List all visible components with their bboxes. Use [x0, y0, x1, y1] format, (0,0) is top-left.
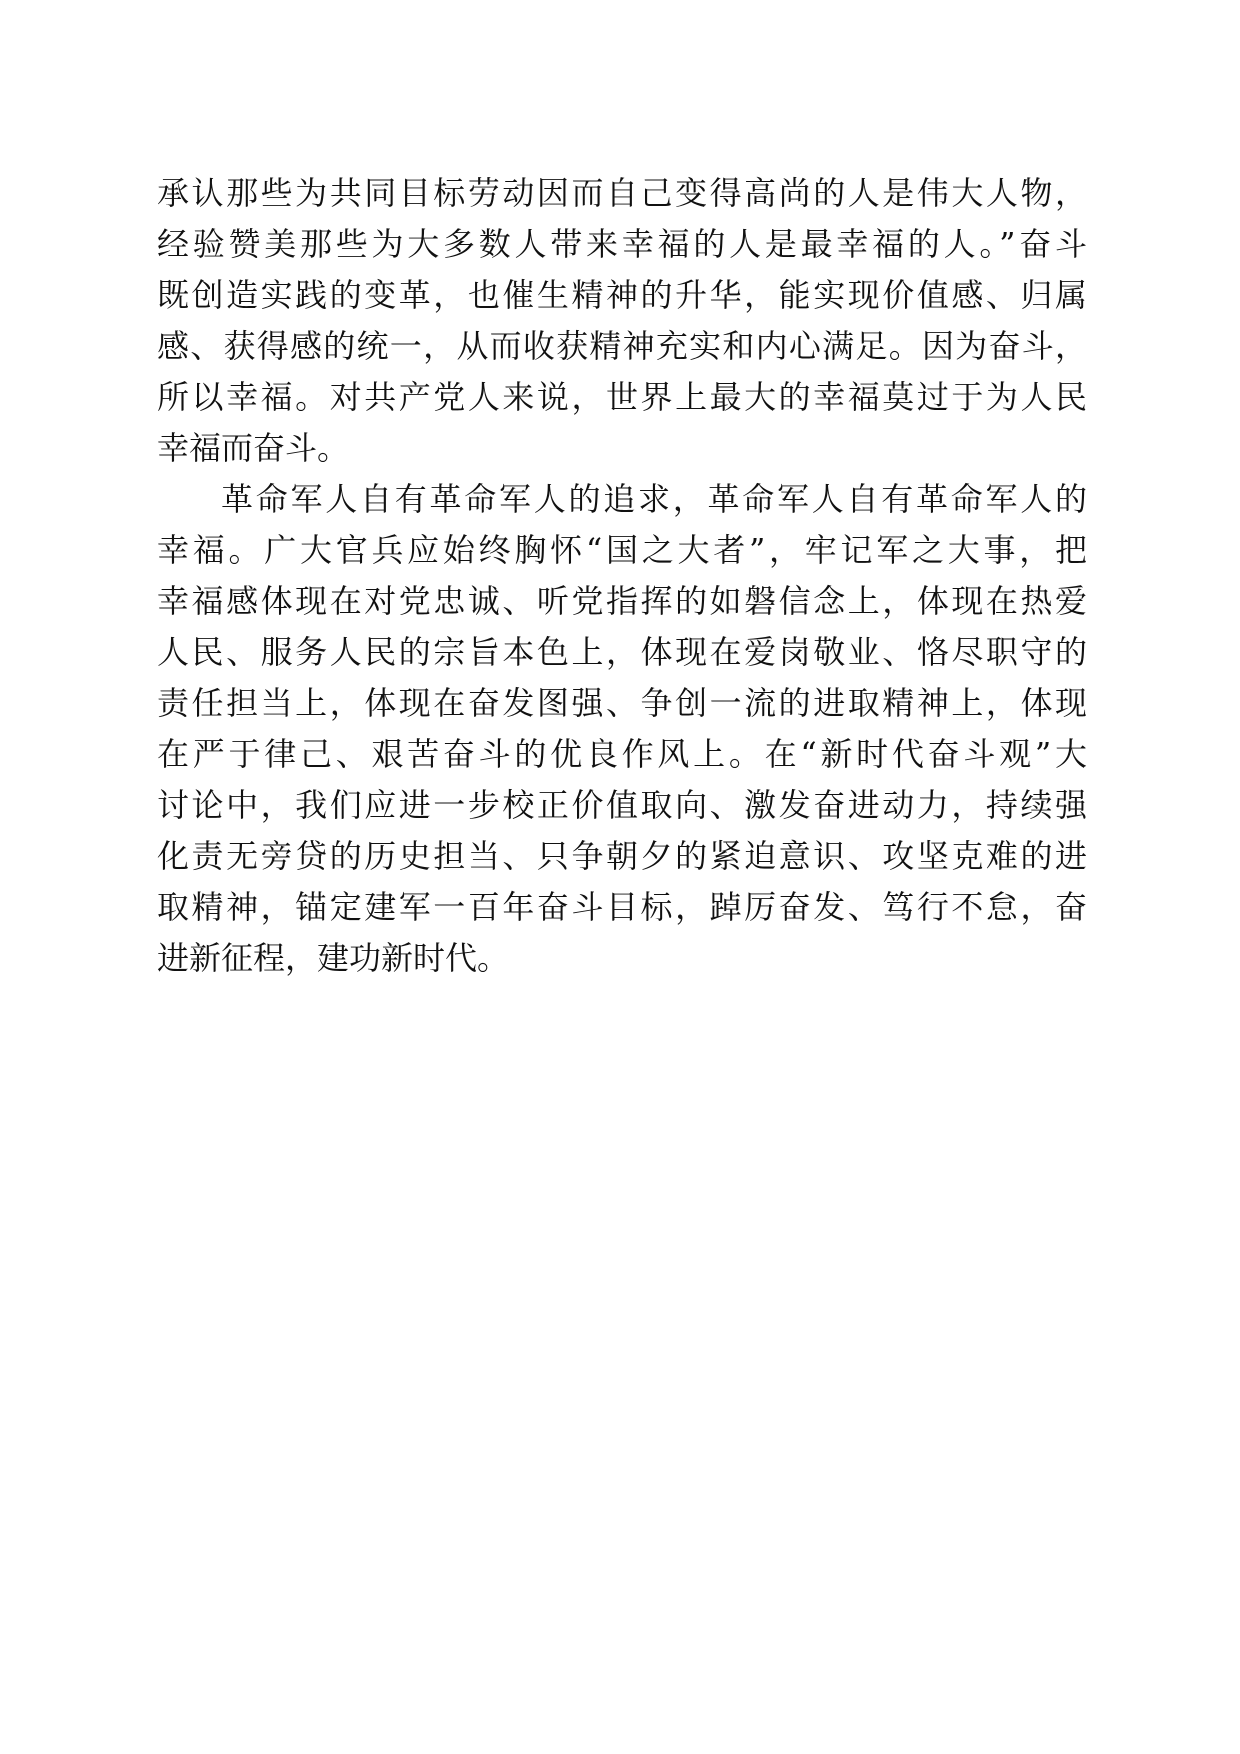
- text-line: 幸福。广大官兵应始终胸怀“国之大者”，牢记军之大事，把: [157, 531, 1087, 569]
- text-line: 责任担当上，体现在奋发图强、争创一流的进取精神上，体现: [157, 684, 1087, 722]
- text-line: 幸福而奋斗。: [157, 429, 350, 467]
- text-line: 革命军人自有革命军人的追求，革命军人自有革命军人的: [221, 480, 1087, 518]
- text-line: 人民、服务人民的宗旨本色上，体现在爱岗敬业、恪尽职守的: [157, 633, 1087, 671]
- body-text: [157, 168, 1087, 984]
- text-line: 取精神，锚定建军一百年奋斗目标，踔厉奋发、笃行不怠，奋: [157, 888, 1087, 926]
- text-line: 讨论中，我们应进一步校正价值取向、激发奋进动力，持续强: [157, 786, 1087, 824]
- text-line: 进新征程，建功新时代。: [157, 939, 510, 977]
- text-line: 化责无旁贷的历史担当、只争朝夕的紧迫意识、攻坚克难的进: [157, 837, 1087, 875]
- text-line: 在严于律己、艰苦奋斗的优良作风上。在“新时代奋斗观”大: [157, 735, 1087, 773]
- text-line: 所以幸福。对共产党人来说，世界上最大的幸福莫过于为人民: [157, 378, 1087, 416]
- text-line: 感、获得感的统一，从而收获精神充实和内心满足。因为奋斗，: [157, 327, 1087, 365]
- paragraph-2: [157, 474, 1087, 984]
- text-line: 经验赞美那些为大多数人带来幸福的人是最幸福的人。”奋斗: [157, 225, 1087, 263]
- paragraph-1: [157, 168, 1087, 474]
- text-line: 幸福感体现在对党忠诚、听党指挥的如磐信念上，体现在热爱: [157, 582, 1087, 620]
- text-line: 既创造实践的变革，也催生精神的升华，能实现价值感、归属: [157, 276, 1087, 314]
- text-line: 承认那些为共同目标劳动因而自己变得高尚的人是伟大人物，: [157, 174, 1087, 212]
